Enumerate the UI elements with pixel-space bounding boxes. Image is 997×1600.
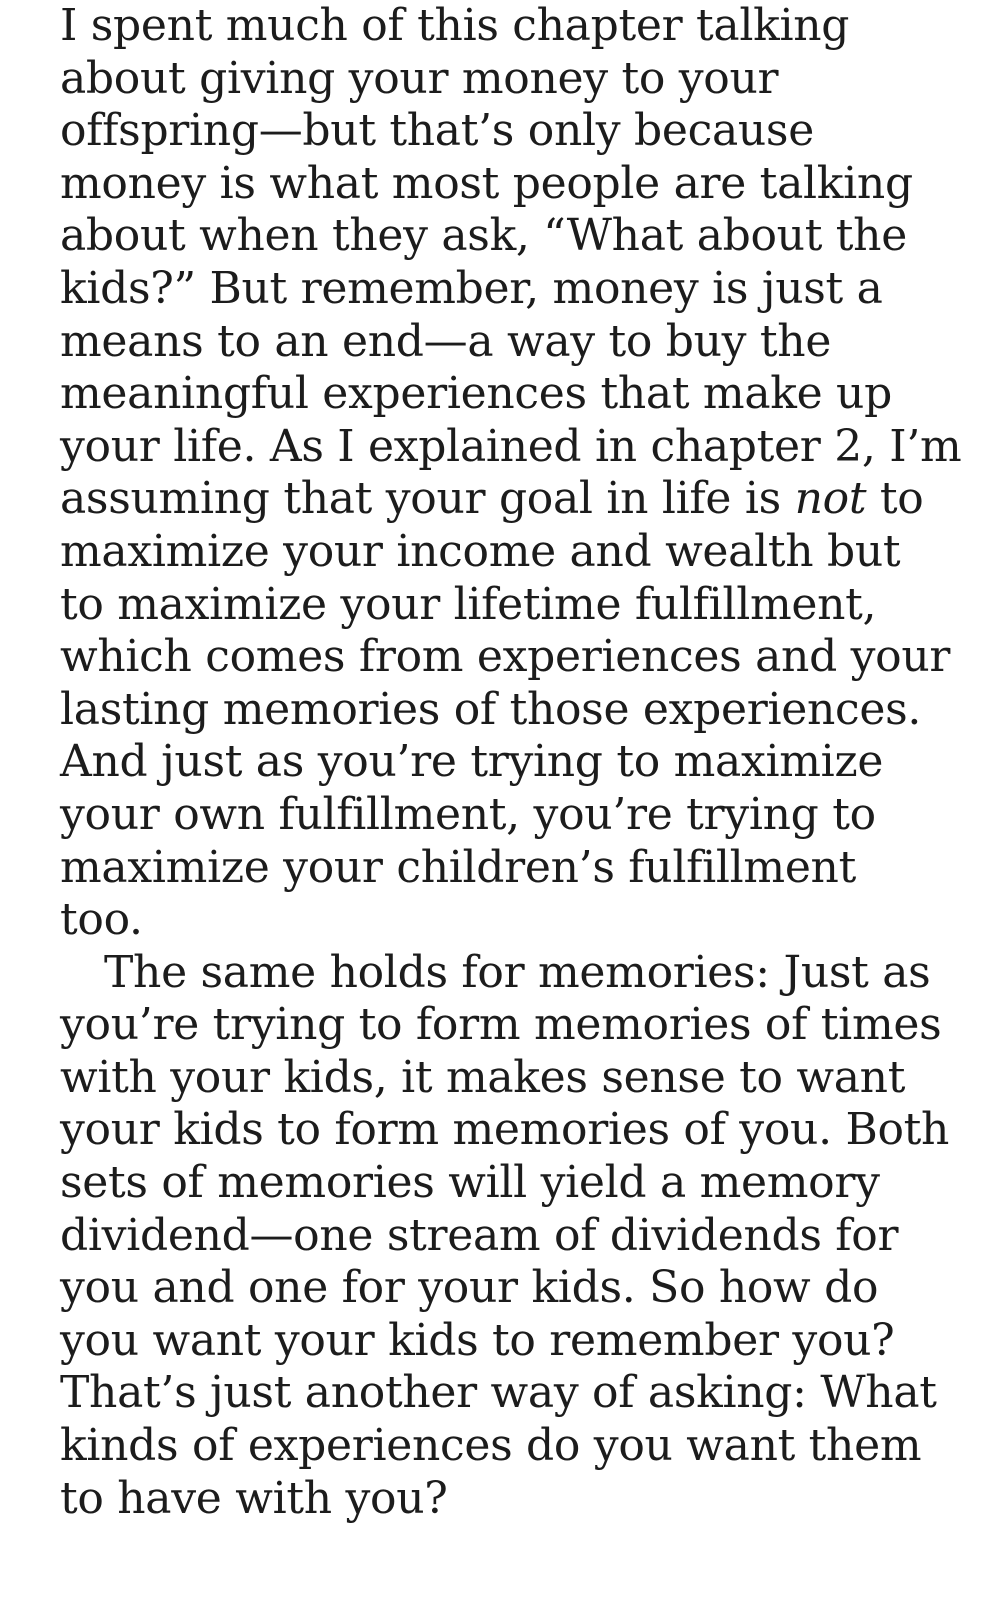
text-line: lasting memories of those experiences. xyxy=(60,683,922,735)
book-page xyxy=(60,0,962,1525)
text-line: your own fulfillment, you’re trying to xyxy=(60,788,876,840)
text-line: you want your kids to remember you? xyxy=(60,1314,895,1366)
text-line: maximize your income and wealth but xyxy=(60,525,901,577)
text-line: to maximize your lifetime fulfillment, xyxy=(60,578,877,630)
text-line: about giving your money to your xyxy=(60,52,779,104)
text-line: That’s just another way of asking: What xyxy=(60,1367,937,1419)
paragraph-1 xyxy=(60,0,962,947)
text-line: offspring—but that’s only because xyxy=(60,105,814,157)
text-line: money is what most people are talking xyxy=(60,157,913,209)
text-line: meaningful experiences that make up xyxy=(60,368,892,420)
emphasis-not: not xyxy=(794,473,867,525)
text-line: means to an end—a way to buy the xyxy=(60,315,832,367)
text-line xyxy=(60,473,940,526)
text-line: to have with you? xyxy=(60,1472,448,1524)
text-line: you’re trying to form memories of times xyxy=(60,999,942,1051)
text-line: sets of memories will yield a memory xyxy=(60,1157,880,1209)
text-line: about when they ask, “What about the xyxy=(60,210,907,262)
text-line: you and one for your kids. So how do xyxy=(60,1262,879,1314)
text-line: your kids to form memories of you. Both xyxy=(60,1104,950,1156)
text-segment: assuming that your goal in life is xyxy=(60,473,795,525)
text-line: I spent much of this chapter talking xyxy=(60,0,850,51)
text-line: dividend—one stream of dividends for xyxy=(60,1209,899,1261)
text-line: too. xyxy=(60,894,143,946)
text-line: which comes from experiences and your xyxy=(60,631,951,683)
text-line: with your kids, it makes sense to want xyxy=(60,1051,906,1103)
text-line: kinds of experiences do you want them xyxy=(60,1420,922,1472)
text-segment: to xyxy=(866,473,924,525)
text-line: kids?” But remember, money is just a xyxy=(60,262,883,314)
text-line: your life. As I explained in chapter 2, I’m xyxy=(60,420,962,472)
text-line: And just as you’re trying to maximize xyxy=(60,736,884,788)
text-line: maximize your children’s fulfillment xyxy=(60,841,856,893)
paragraph-2 xyxy=(60,946,950,1526)
text-line: The same holds for memories: Just as xyxy=(104,946,931,998)
